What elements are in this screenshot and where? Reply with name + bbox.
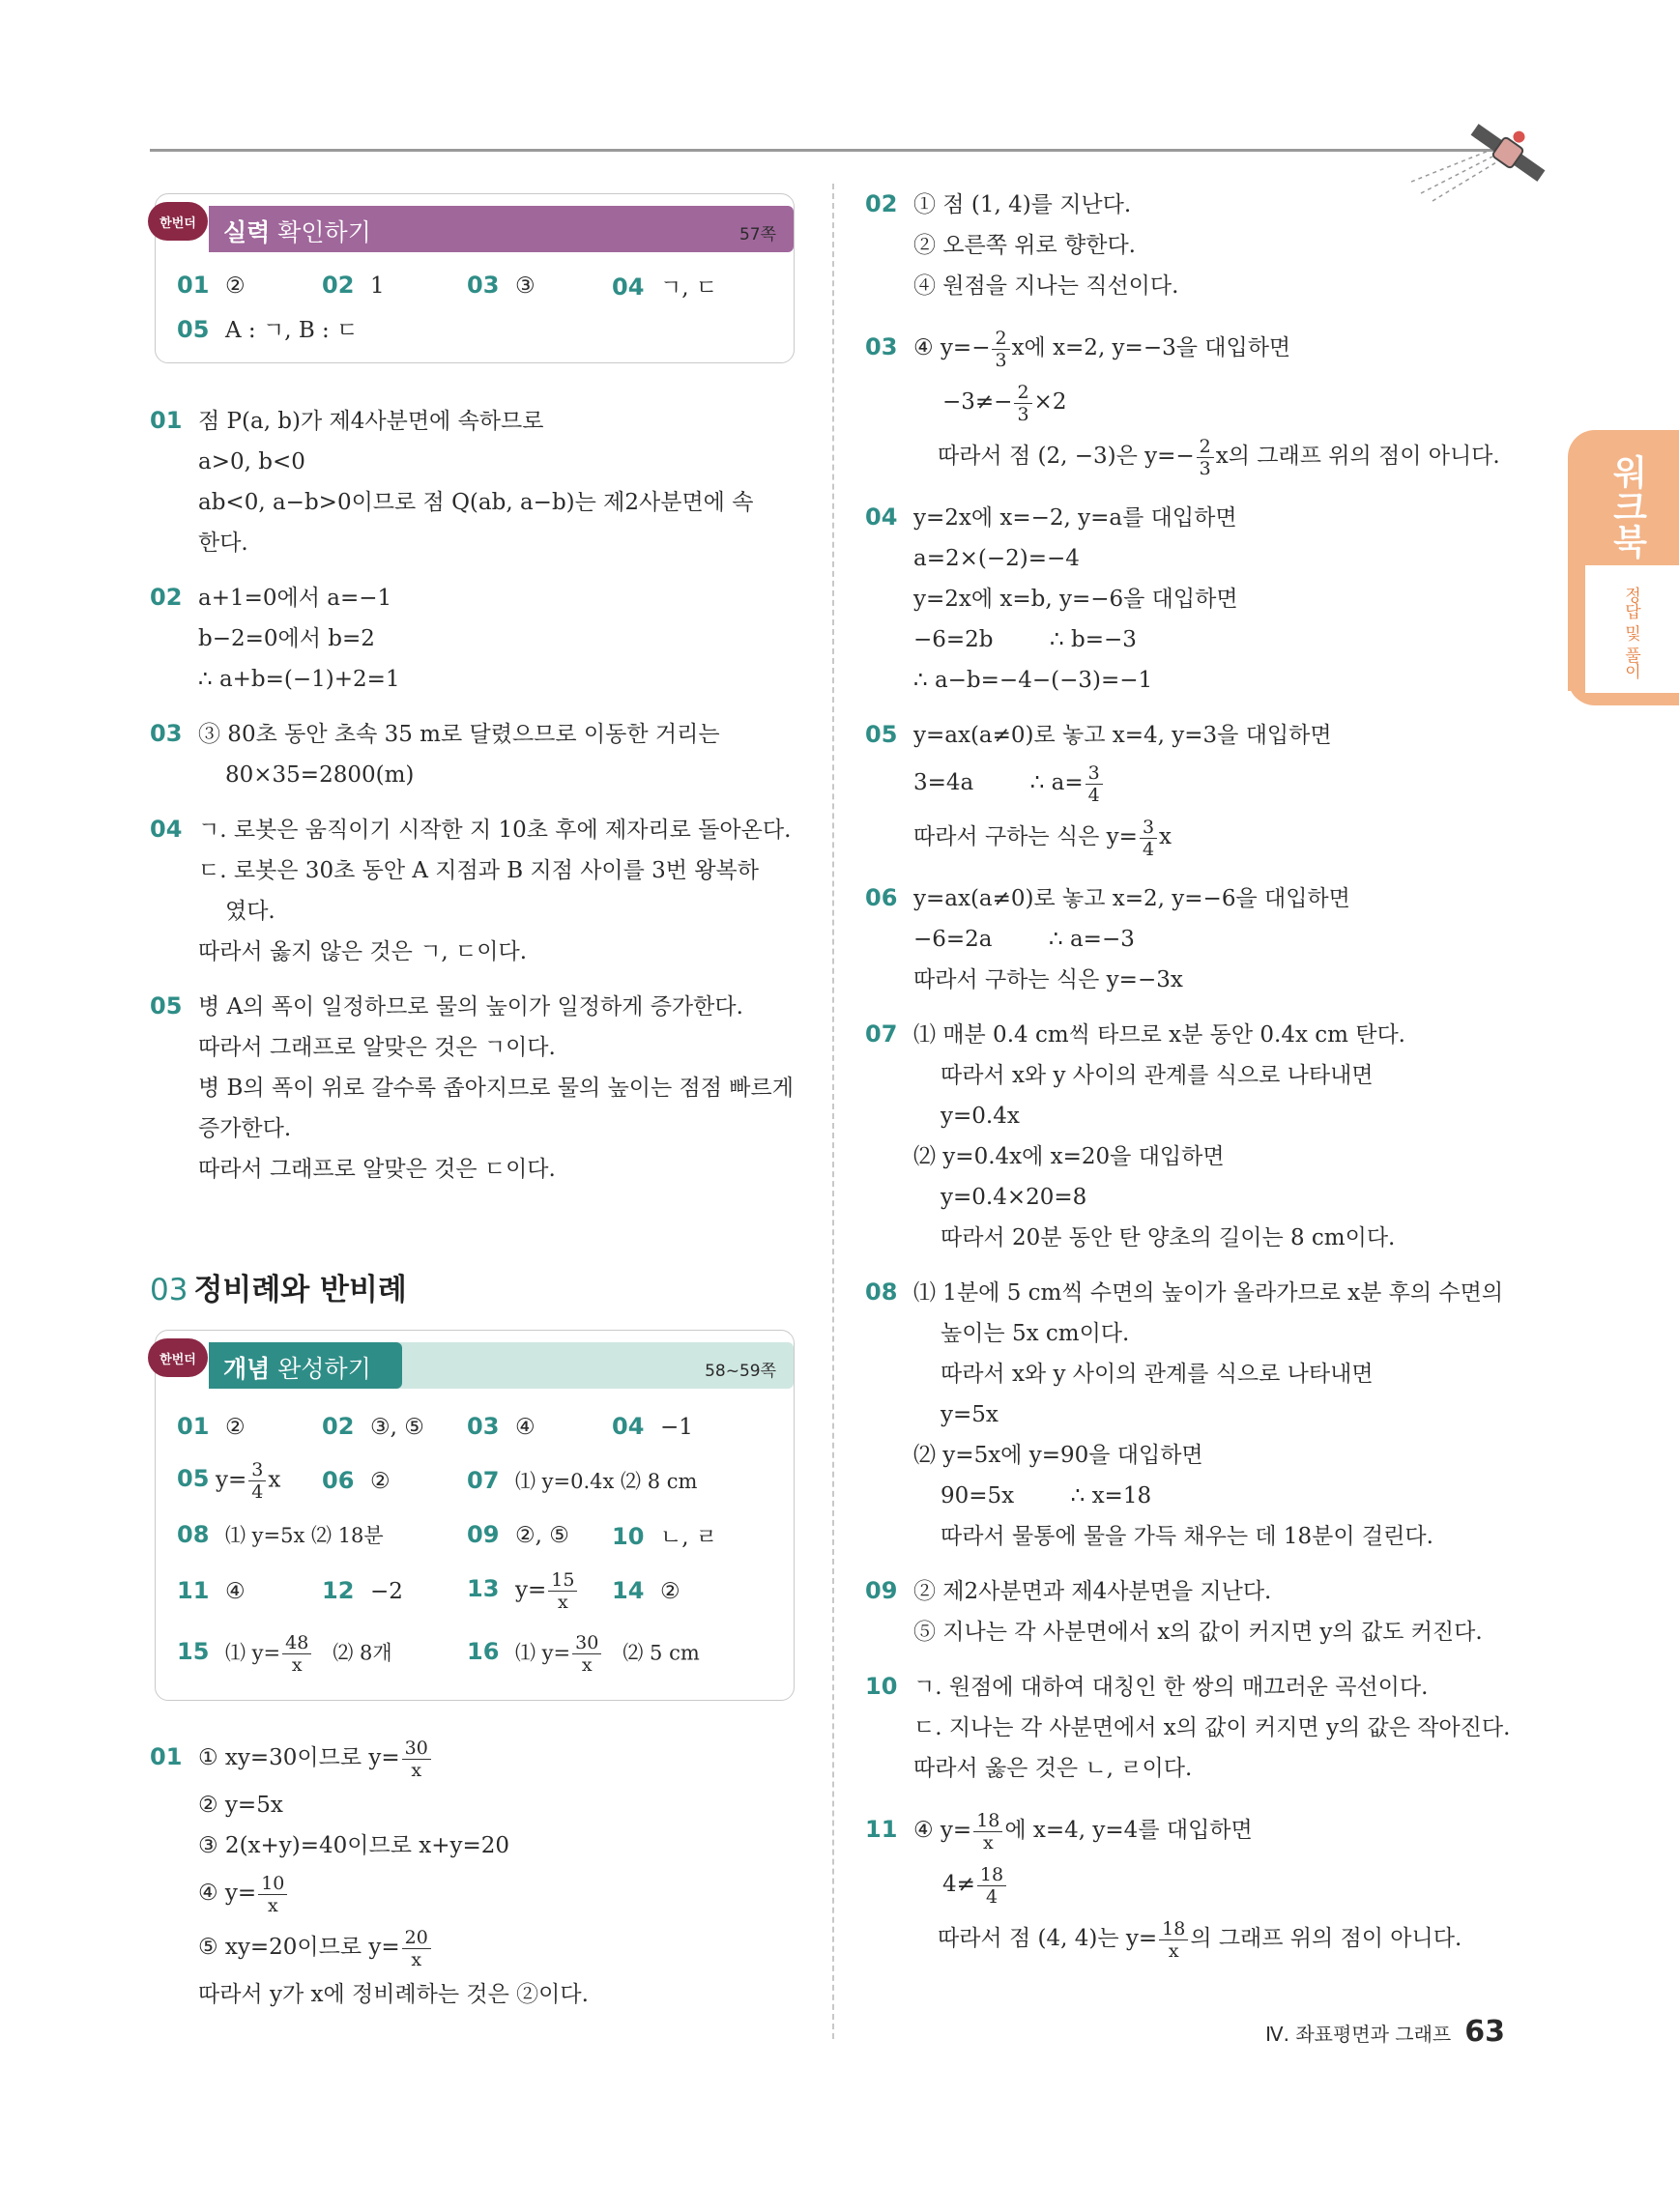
answer: ③ [515,273,536,299]
skill-check-box: 한번더 실력 확인하기 57쪽 01 ② 02 1 03 ③ 04 ㄱ, ㄷ 05 A : ㄱ, B : ㄷ [155,193,795,363]
solution-line: 80×35=2800(m) [225,762,415,788]
answer: ㄱ, ㄷ [660,274,718,301]
page-number: 63 [1464,2015,1505,2049]
solution-line: 증가한다. [198,1116,292,1141]
left-column: 한번더 실력 확인하기 57쪽 01 ② 02 1 03 ③ 04 ㄱ, ㄷ 05 A : ㄱ, B : ㄷ 01 점 P(a, b)가 제4사분면에 속하므로 a>0, b<0 ab<0, a−b>0이므로 점 Q(ab, a−b)는 제2사분면에 속 한다. 02 a+1=0에서 a=−1 b−2=0에서 b=2 ∴ a+b=(−1)+2=1 03 ③ 80초 동안 초속 35 m로 달렸으므로 이동한 거리는 80×35=2800(m) 04 ㄱ. 로봇은 움직이기 시작한 지 10초 후에 제자리로 돌아온다. ㄷ. 로봇은 30초 동안 A 지점과 B 지점 사이를 3번 왕복하 였다. 따라서 옳지 않은 것은 ㄱ, ㄷ이다. 05 병 A의 폭이 일정하므로 물의 높이가 일정하게 증가한다. 따라서 그래프로 알맞은 것은 ㄱ이다. 병 B의 폭이 위로 갈수록 좁아지므로 물의 높이는 점점 빠르게 증가한다. 따라서 그래프로 알맞은 것은 ㄷ이다. 03 정비례와 반비례 한번더 개념 완성하기 58~59쪽 01 ② 02 ③, ⑤ 03 ④ 04 −1 05 y= $\frac{3}{4}$ x 06 ② 07 ⑴ y=0.4x ⑵ 8 cm 08 ⑴ y=5x ⑵ 18분 09 ②, ⑤ 10 ㄴ, ㄹ 11 ④ 12 −2 13 y= $\frac{15}{x}$ 14 ② 15 ⑴ y= $\frac{48}{x}$ ⑵ 8개 16 ⑴ y= $\frac{30}{x}$ ⑵ 5 cm 01 ① xy=30이므로 y= $\frac{30}{x}$ ② y=5x ③ 2(x+y)=40이므로 x+y=20 ④ y= $\frac{10}{x}$ ⑤ xy=20이므로 y= $\frac{20}{x}$ 따라서 y가 x에 정비례하는 것은 ②이다. [150,193,797,2015]
column-divider [832,184,834,2039]
solution-line: 점 P(a, b)가 제4사분면에 속하므로 [198,409,544,434]
box-page-ref: 58~59쪽 [705,1362,776,1381]
right-column: 02 ① 점 (1, 4)를 지난다. ② 오른쪽 위로 향한다. ④ 원점을 지나는 직선이다. 03 ④ y=− $\frac{2}{3}$ x에 x=2, y=−3을 대입하면 −3≠− $\frac{2}{3}$ ×2 따라서 점 (2, −3)은 y=− $\frac{2}{3}$ x의 그래프 위의 점이 아니다. 04 y=2x에 x=−2, y=a를 대입하면 a=2×(−2)=−4 y=2x에 x=b, y=−6을 대입하면 −6=2b ∴ b=−3 ∴ a−b=−4−(−3)=−1 05 y=ax(a≠0)로 놓고 x=4, y=3을 대입하면 3=4a ∴ a= $\frac{3}{4}$ 따라서 구하는 식은 y= $\frac{3}{4}$ x 06 y=ax(a≠0)로 놓고 x=2, y=−6을 대입하면 −6=2a ∴ a=−3 따라서 구하는 식은 y=−3x 07 ⑴ 매분 0.4 cm씩 타므로 x분 동안 0.4x cm 탄다. 따라서 x와 y 사이의 관계를 식으로 나타내면 y=0.4x ⑵ y=0.4x에 x=20을 대입하면 y=0.4×20=8 따라서 20분 동안 탄 양초의 길이는 8 cm이다. 08 ⑴ 1분에 5 cm씩 수면의 높이가 올라가므로 x분 후의 수면의 높이는 5x cm이다. 따라서 x와 y 사이의 관계를 식으로 나타내면 y=5x ⑵ y=5x에 y=90을 대입하면 90=5x ∴ x=18 따라서 물통에 물을 가득 채우는 데 18분이 걸린다. 09 ② 제2사분면과 제4사분면을 지난다. ⑤ 지나는 각 사분면에서 x의 값이 커지면 y의 값도 커진다. 10 ㄱ. 원점에 대하여 대칭인 한 쌍의 매끄러운 곡선이다. ㄷ. 지나는 각 사분면에서 x의 값이 커지면 y의 값은 작아진다. 따라서 옳은 것은 ㄴ, ㄹ이다. 11 ④ y= $\frac{18}{x}$ 에 x=4, y=4를 대입하면 4≠ $\frac{18}{4}$ 따라서 점 (4, 4)는 y= $\frac{18}{x}$ 의 그래프 위의 점이 아니다. [865,190,1511,1962]
header-rule [150,149,1503,152]
solution-line: 따라서 y가 x에 정비례하는 것은 ②이다. [198,1982,589,2007]
solution-line: 한다. [198,531,248,556]
solution-line: 따라서 그래프로 알맞은 것은 ㄱ이다. [198,1035,556,1060]
solution-line: ㄷ. 로봇은 30초 동안 A 지점과 B 지점 사이를 3번 왕복하 [198,858,759,883]
solution-line: a+1=0에서 a=−1 [198,586,392,611]
side-tab[interactable] [1568,430,1679,705]
solution-line: 따라서 옳지 않은 것은 ㄱ, ㄷ이다. [198,939,528,964]
box-title: 개념 완성하기 [223,1355,371,1383]
chapter-title: Ⅳ. 좌표평면과 그래프 [1265,2023,1452,2046]
answer: ② [225,273,246,299]
solution-line: ∴ a+b=(−1)+2=1 [198,667,400,692]
answer: A : ㄱ, B : ㄷ [225,317,359,343]
solution-line: ③ 2(x+y)=40이므로 x+y=20 [198,1833,510,1858]
side-tab-title: 워크북 [1607,454,1647,559]
box-tag: 한번더 [148,1338,208,1377]
box-page-ref: 57쪽 [738,225,776,244]
solution-line: ② y=5x [198,1793,283,1818]
box-title: 실력 확인하기 [223,218,371,246]
solution-line: 병 A의 폭이 일정하므로 물의 높이가 일정하게 증가한다. [198,994,743,1020]
section-title: 03 정비례와 반비례 [150,1273,407,1307]
solution-line: ㄱ. 로봇은 움직이기 시작한 지 10초 후에 제자리로 돌아온다. [198,818,792,843]
solution-line: 따라서 그래프로 알맞은 것은 ㄷ이다. [198,1157,556,1182]
concept-box: 한번더 개념 완성하기 58~59쪽 01 ② 02 ③, ⑤ 03 ④ 04 −1 05 y= $\frac{3}{4}$ x 06 ② 07 ⑴ y=0.4x ⑵ 8 cm 08 ⑴ y=5x ⑵ 18분 09 ②, ⑤ 10 ㄴ, ㄹ 11 ④ 12 −2 13 y= $\frac{15}{x}$ 14 ② 15 ⑴ y= $\frac{48}{x}$ ⑵ 8개 16 ⑴ y= $\frac{30}{x}$ ⑵ 5 cm [155,1330,795,1701]
box-tag: 한번더 [148,202,208,241]
solution-line: ③ 80초 동안 초속 35 m로 달렸으므로 이동한 거리는 [198,722,720,747]
side-tab-subtitle: 정답 및 풀이 [1621,587,1640,679]
solution-line: ab<0, a−b>0이므로 점 Q(ab, a−b)는 제2사분면에 속 [198,490,754,515]
page-footer [1265,2015,1505,2049]
solution-line: a>0, b<0 [198,449,305,474]
solution-line: b−2=0에서 b=2 [198,626,375,651]
solution-line: 였다. [225,899,275,924]
solution-line: 병 B의 폭이 위로 갈수록 좁아지므로 물의 높이는 점점 빠르게 [198,1076,794,1101]
answer: 1 [370,273,385,299]
